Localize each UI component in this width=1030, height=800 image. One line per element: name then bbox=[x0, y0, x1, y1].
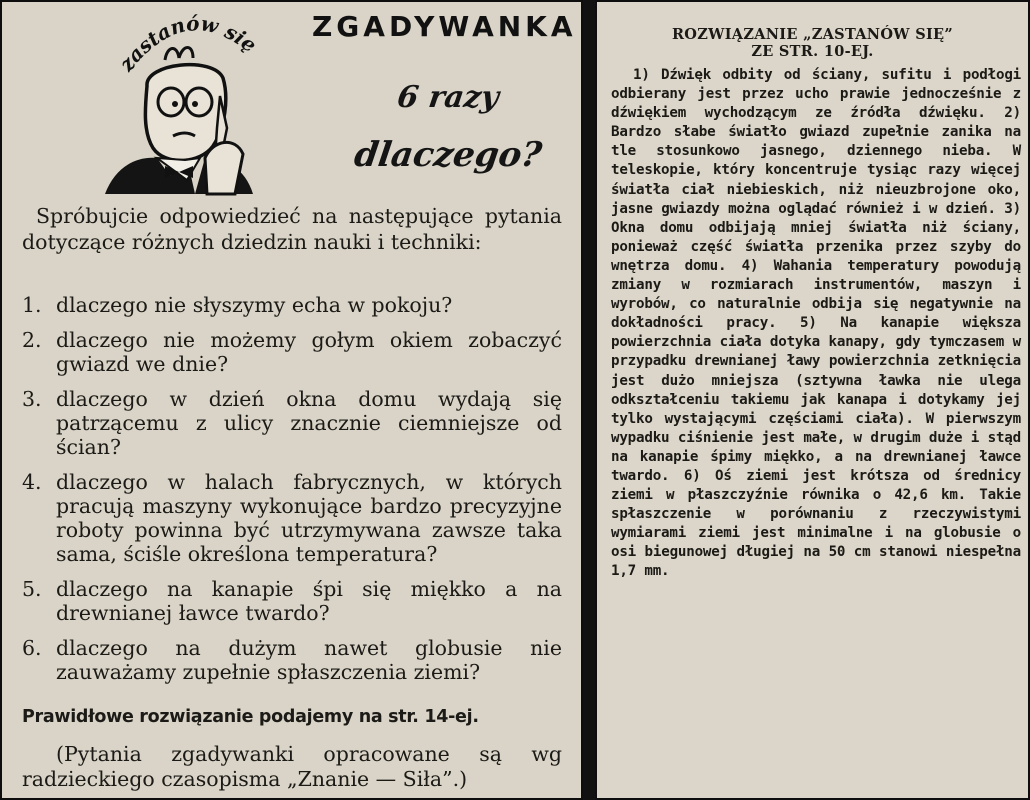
question-text: dlaczego w dzień okna domu wydają się patrzącemu z ulicy znacznie ciemniejsze od ścian? bbox=[56, 387, 562, 459]
quiz-title: ZGADYWANKA bbox=[312, 10, 577, 43]
question-text: dlaczego nie słyszymy echa w pokoju? bbox=[56, 293, 453, 317]
question-item bbox=[22, 636, 562, 684]
solution-title-line1: ROZWIĄZANIE „ZASTANÓW SIĘ” bbox=[671, 26, 954, 43]
question-number: 3. bbox=[22, 387, 42, 411]
thinking-man-illustration bbox=[95, 8, 280, 198]
question-item bbox=[22, 577, 562, 625]
question-number: 6. bbox=[22, 636, 42, 660]
question-item bbox=[22, 470, 562, 566]
quiz-masthead bbox=[0, 0, 583, 200]
question-text: dlaczego w halach fabrycznych, w których pracują maszyny wykonujące bardzo precyzyjne roboty powinna być utrzymywana zawsze taka sama, ściśle określona temperatura? bbox=[56, 470, 562, 566]
question-list bbox=[22, 293, 562, 695]
question-number: 5. bbox=[22, 577, 42, 601]
solution-title-line2: ZE STR. 10-EJ. bbox=[751, 43, 874, 60]
quiz-intro: Spróbujcie odpowiedzieć na następujące pytania dotyczące różnych dziedzin nauki i techniki: bbox=[22, 204, 562, 254]
answer-reference: Prawidłowe rozwiązanie podajemy na str. 14-ej. bbox=[22, 707, 479, 727]
cartoon-word: zastanów się bbox=[114, 11, 262, 76]
question-item bbox=[22, 328, 562, 376]
question-text: dlaczego na kanapie śpi się miękko a na drewnianej ławce twardo? bbox=[56, 577, 562, 625]
column-divider bbox=[583, 0, 595, 800]
solution-title bbox=[595, 26, 1030, 60]
solution-text: 1) Dźwięk odbity od ściany, sufitu i podłogi odbierany jest przez ucho prawie jednocześnie z dźwiękiem wychodzącym ze źródła dźwięku. 2) Bardzo słabe światło gwiazd zupełnie zanika na tle stosunkowo jasnego, dziennego nieba. W teleskopie, który koncentruje tysiąc razy więcej światła ciał niebieskich, niż nieuzbrojone oko, jasne gwiazdy można oglądać również i w dzień. 3) Okna domu odbijają mniej światła niż ściany, ponieważ część światła przenika przez szyby do wnętrza domu. 4) Wahania temperatury powodują zmiany w rozmiarach instrumentów, maszyn i wyrobów, co naturalnie odbija się negatywnie na dokładności pracy. 5) Na kanapie większa powierzchnia ciała dotyka kanapy, gdy tymczasem w przypadku drewnianej ławy powierzchnia zetknięcia jest dużo mniejsza (sztywna ławka nie ulega odkształceniu takiemu jak kanapa i dotykamy jej tylko wystającymi częściami ciała). W pierwszym wypadku ciśnienie jest małe, w drugim duże i stąd na kanapie śpimy miękko, a na drewnianej ławce twardo. 6) Oś ziemi jest krótsza od średnicy ziemi w płaszczyźnie równika o 42,6 km. Takie spłaszczenie w porównaniu z rzeczywistymi wymiarami ziemi jest minimalne i na globusie o osi biegunowej długiej na 50 cm stanowi niespełna 1,7 mm. bbox=[611, 67, 1021, 580]
question-item bbox=[22, 387, 562, 459]
solution-column bbox=[595, 0, 1030, 800]
source-footnote: (Pytania zgadywanki opracowane są wg radzieckiego czasopisma „Znanie — Siła”.) bbox=[22, 742, 562, 791]
question-item bbox=[22, 293, 562, 317]
question-number: 1. bbox=[22, 293, 42, 317]
quiz-subtitle-line1: 6 razy bbox=[395, 80, 501, 115]
quiz-subtitle-line2: dlaczego? bbox=[351, 135, 545, 175]
question-text: dlaczego na dużym nawet globusie nie zauważamy zupełnie spłaszczenia ziemi? bbox=[56, 636, 562, 684]
question-number: 4. bbox=[22, 470, 42, 494]
question-text: dlaczego nie możemy gołym okiem zobaczyć gwiazd we dnie? bbox=[56, 328, 562, 376]
question-number: 2. bbox=[22, 328, 42, 352]
